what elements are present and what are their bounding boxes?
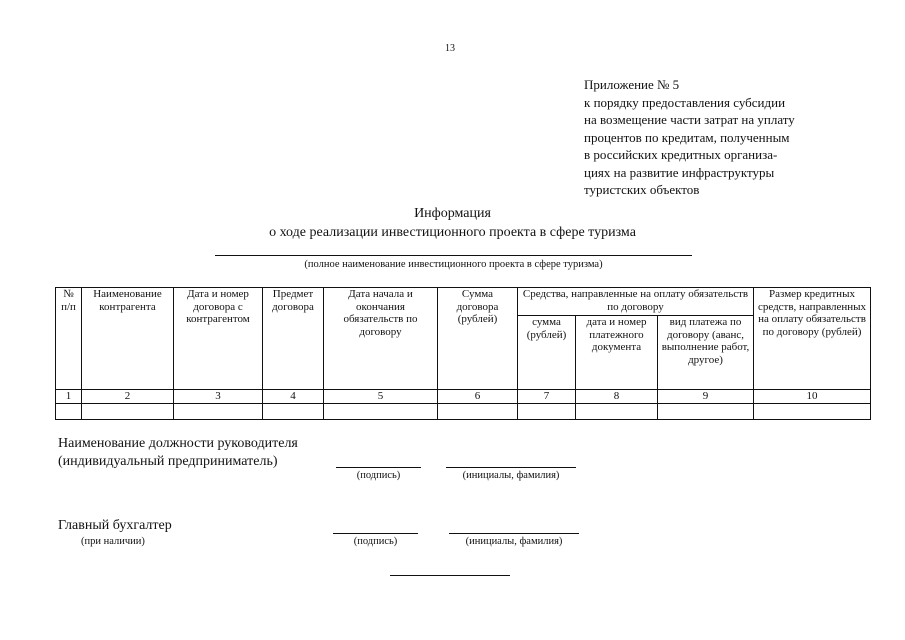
appendix-block — [584, 76, 795, 199]
table-header-row — [56, 288, 871, 316]
project-name-caption: (полное наименование инвестиционного проекта в сфере туризма) — [304, 259, 603, 270]
head-position-note: (индивидуальный предприниматель) — [58, 454, 278, 469]
column-number: 9 — [658, 390, 754, 404]
header-group-cell: Средства, направленные на оплату обязательств по договору — [518, 288, 754, 316]
header-cell: Дата начала и окончания обязательств по договору — [324, 288, 438, 390]
header-cell: № п/п — [56, 288, 82, 390]
table-empty-row — [56, 403, 871, 419]
header-cell: Сумма договора (рублей) — [438, 288, 518, 390]
column-number: 6 — [438, 390, 518, 404]
appendix-line: Приложение № 5 — [584, 77, 680, 92]
header-cell: Дата и номер договора с контрагентом — [174, 288, 263, 390]
header-cell: Размер кредитных средств, направленных на оплату обязательств по договору (рублей) — [754, 288, 871, 390]
info-table — [55, 287, 871, 420]
accountant-label: Главный бухгалтер — [58, 518, 172, 533]
header-cell: дата и номер платежного документа — [576, 316, 658, 390]
empty-cell — [576, 403, 658, 419]
head-signature-caption: (подпись) — [356, 470, 401, 481]
empty-cell — [174, 403, 263, 419]
head-signature-line — [336, 467, 421, 468]
header-cell: вид платежа по договору (аванс, выполнение работ, другое) — [658, 316, 754, 390]
accountant-initials-caption: (инициалы, фамилия) — [465, 536, 563, 547]
project-name-line — [215, 255, 692, 256]
appendix-line: в российских кредитных организа- — [584, 147, 778, 162]
closing-line — [390, 575, 510, 576]
table-number-row — [56, 390, 871, 404]
empty-cell — [754, 403, 871, 419]
accountant-initials-line — [449, 533, 579, 534]
accountant-signature-line — [333, 533, 418, 534]
head-position-label: Наименование должности руководителя — [58, 436, 298, 451]
column-number: 1 — [56, 390, 82, 404]
header-cell: сумма (рублей) — [518, 316, 576, 390]
empty-cell — [82, 403, 174, 419]
empty-cell — [438, 403, 518, 419]
column-number: 10 — [754, 390, 871, 404]
empty-cell — [324, 403, 438, 419]
header-cell: Предмет договора — [263, 288, 324, 390]
column-number: 7 — [518, 390, 576, 404]
document-title: Информация — [414, 206, 491, 221]
column-number: 2 — [82, 390, 174, 404]
appendix-line: процентов по кредитам, полученным — [584, 129, 790, 145]
accountant-note: (при наличии) — [81, 536, 145, 547]
appendix-line: циях на развитие инфраструктуры — [584, 164, 775, 180]
page-number: 13 — [445, 43, 455, 54]
document-subtitle: о ходе реализации инвестиционного проекта в сфере туризма — [269, 225, 636, 240]
appendix-line: на возмещение части затрат на уплату — [584, 112, 795, 127]
column-number: 8 — [576, 390, 658, 404]
head-initials-caption: (инициалы, фамилия) — [462, 470, 560, 481]
column-number: 3 — [174, 390, 263, 404]
empty-cell — [56, 403, 82, 419]
empty-cell — [658, 403, 754, 419]
head-initials-line — [446, 467, 576, 468]
accountant-signature-caption: (подпись) — [353, 536, 398, 547]
appendix-line: туристских объектов — [584, 182, 700, 197]
column-number: 5 — [324, 390, 438, 404]
column-number: 4 — [263, 390, 324, 404]
appendix-line: к порядку предоставления субсидии — [584, 94, 786, 110]
header-cell: Наименование контрагента — [82, 288, 174, 390]
empty-cell — [263, 403, 324, 419]
empty-cell — [518, 403, 576, 419]
